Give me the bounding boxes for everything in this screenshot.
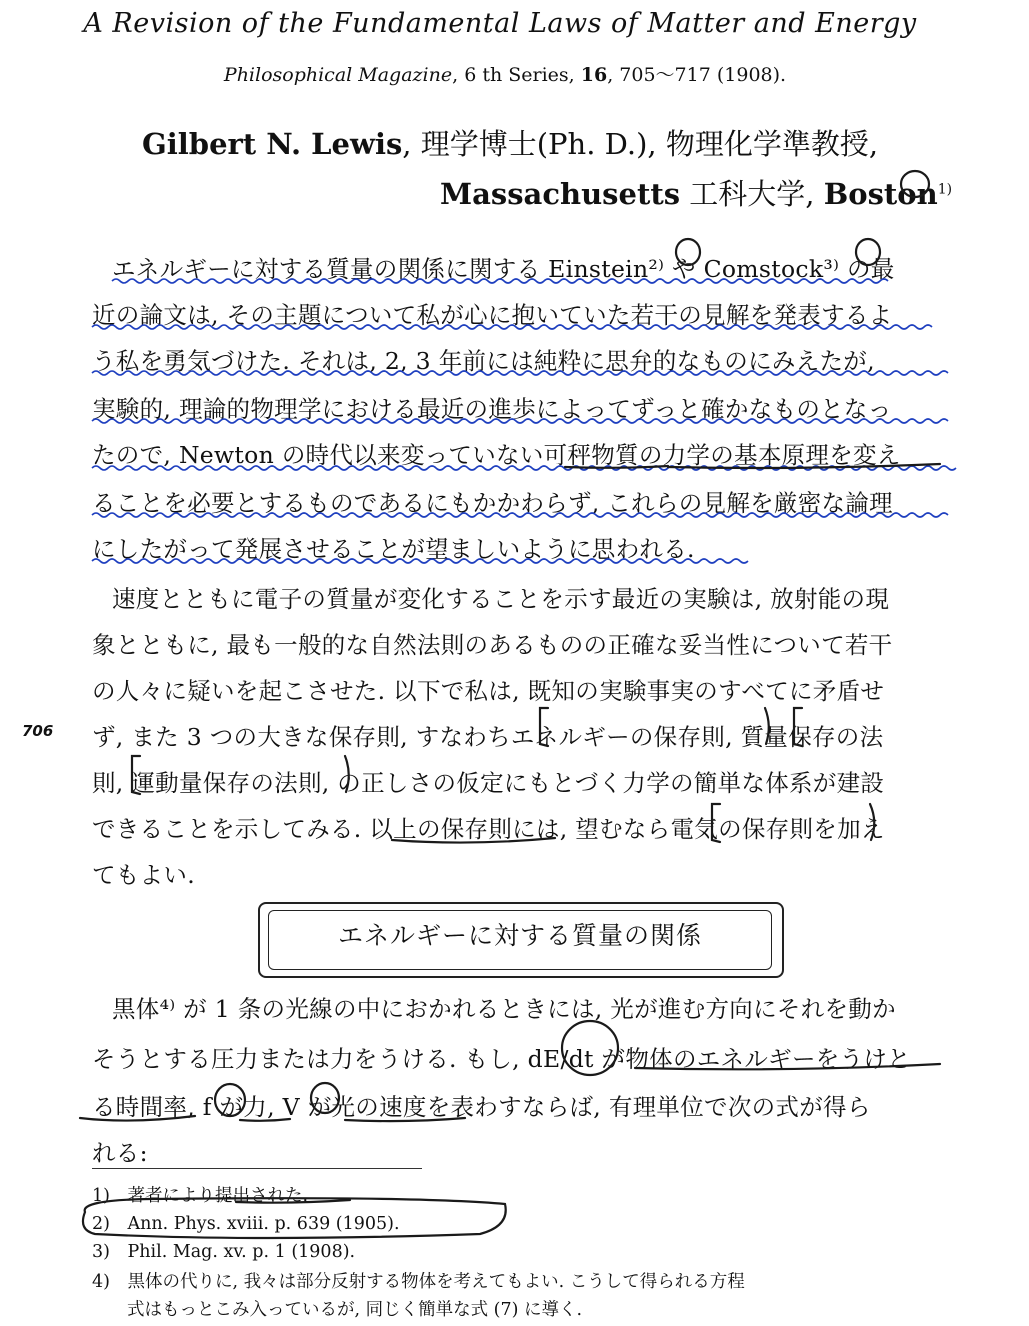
para2-line-2: 象とともに, 最も一般的な自然法則のあるものの正確な妥当性について若干 [92,631,893,659]
author-line-1 [142,122,878,163]
author-institution-rest: 工科大学, [680,177,824,211]
journal-citation [0,60,1010,87]
para1-line-2: 近の論文は, その主題について私が心に抱いていた若干の見解を発表するよ [92,301,893,329]
journal-volume: 16 [580,64,608,86]
section-title: エネルギーに対する質量の関係 [337,921,702,950]
journal-name: Philosophical Magazine [223,64,453,86]
journal-series: , 6 th Series, [452,64,581,86]
para2-line-4: ず, また 3 つの大きな保存則, すなわちエネルギーの保存則, 質量保存の法 [92,723,884,751]
para2-line-3: の人々に疑いを起こさせた. 以下で私は, 既知の実験事実のすべてに矛盾せ [92,677,885,705]
para1-line-3: う私を勇気づけた. それは, 2, 3 年前には純粋に思弁的なものにみえたが, [92,347,875,375]
author-name: Gilbert N. Lewis [142,127,403,161]
para3-line-2: そうとする圧力または力をうける. もし, dE/dt が物体のエネルギーをうけと [92,1045,911,1073]
author-city: Boston [823,177,938,211]
footnote-4: 4) 黒体の代りに, 我々は部分反射する物体を考えてもよい. こうして得られる方程 [92,1272,745,1292]
paper-title: A Revision of the Fundamental Laws of Matter and Energy [83,8,917,39]
footnote-1: 1) 著者により提出された. [92,1186,309,1206]
para1-line-5: たので, Newton の時代以来変っていない可秤物質の力学の基本原理を変え [92,441,901,469]
footnote-2: 2) Ann. Phys. xviii. p. 639 (1905). [92,1214,400,1234]
author-title: , 理学博士(Ph. D.), 物理化学準教授, [402,127,879,161]
para2-line-1: 速度とともに電子の質量が変化することを示す最近の実験は, 放射能の現 [112,585,890,613]
para3-line-4: れる: [92,1139,148,1167]
para1-line-1: エネルギーに対する質量の関係に関する Einstein²⁾ や Comstock³⁾ の最 [112,255,895,283]
author-line-2 [440,172,952,213]
page-number: 706 [22,722,54,740]
para2-line-6: できることを示してみる. 以上の保存則には, 望むなら電気の保存則を加え [92,815,885,843]
journal-pages: , 705～717 (1908). [607,64,787,86]
para2-line-5: 則, 運動量保存の法則, の正しさの仮定にもとづく力学の簡単な体系が建設 [92,769,885,797]
footnote-4-cont: 式はもっとこみ入っているが, 同じく簡単な式 (7) に導く. [92,1300,583,1320]
footnote-rule [92,1168,422,1169]
para3-line-1: 黒体⁴⁾ が 1 条の光線の中におかれるときには, 光が進む方向にそれを動か [112,995,896,1023]
author-institution: Massachusetts [440,177,681,211]
para2-line-7: てもよい. [92,861,195,889]
para1-line-6: ることを必要とするものであるにもかかわらず, これらの見解を厳密な論理 [92,489,893,517]
para1-line-4: 実験的, 理論的物理学における最近の進歩によってずっと確かなものとなっ [92,395,892,423]
para3-line-3: る時間率, f が力, V が光の速度を表わすならば, 有理単位で次の式が得ら [92,1093,871,1121]
footnote-3: 3) Phil. Mag. xv. p. 1 (1908). [92,1242,356,1262]
para1-line-7: にしたがって発展させることが望ましいように思われる. [92,535,695,563]
author-ref-mark: 1) [937,181,953,198]
